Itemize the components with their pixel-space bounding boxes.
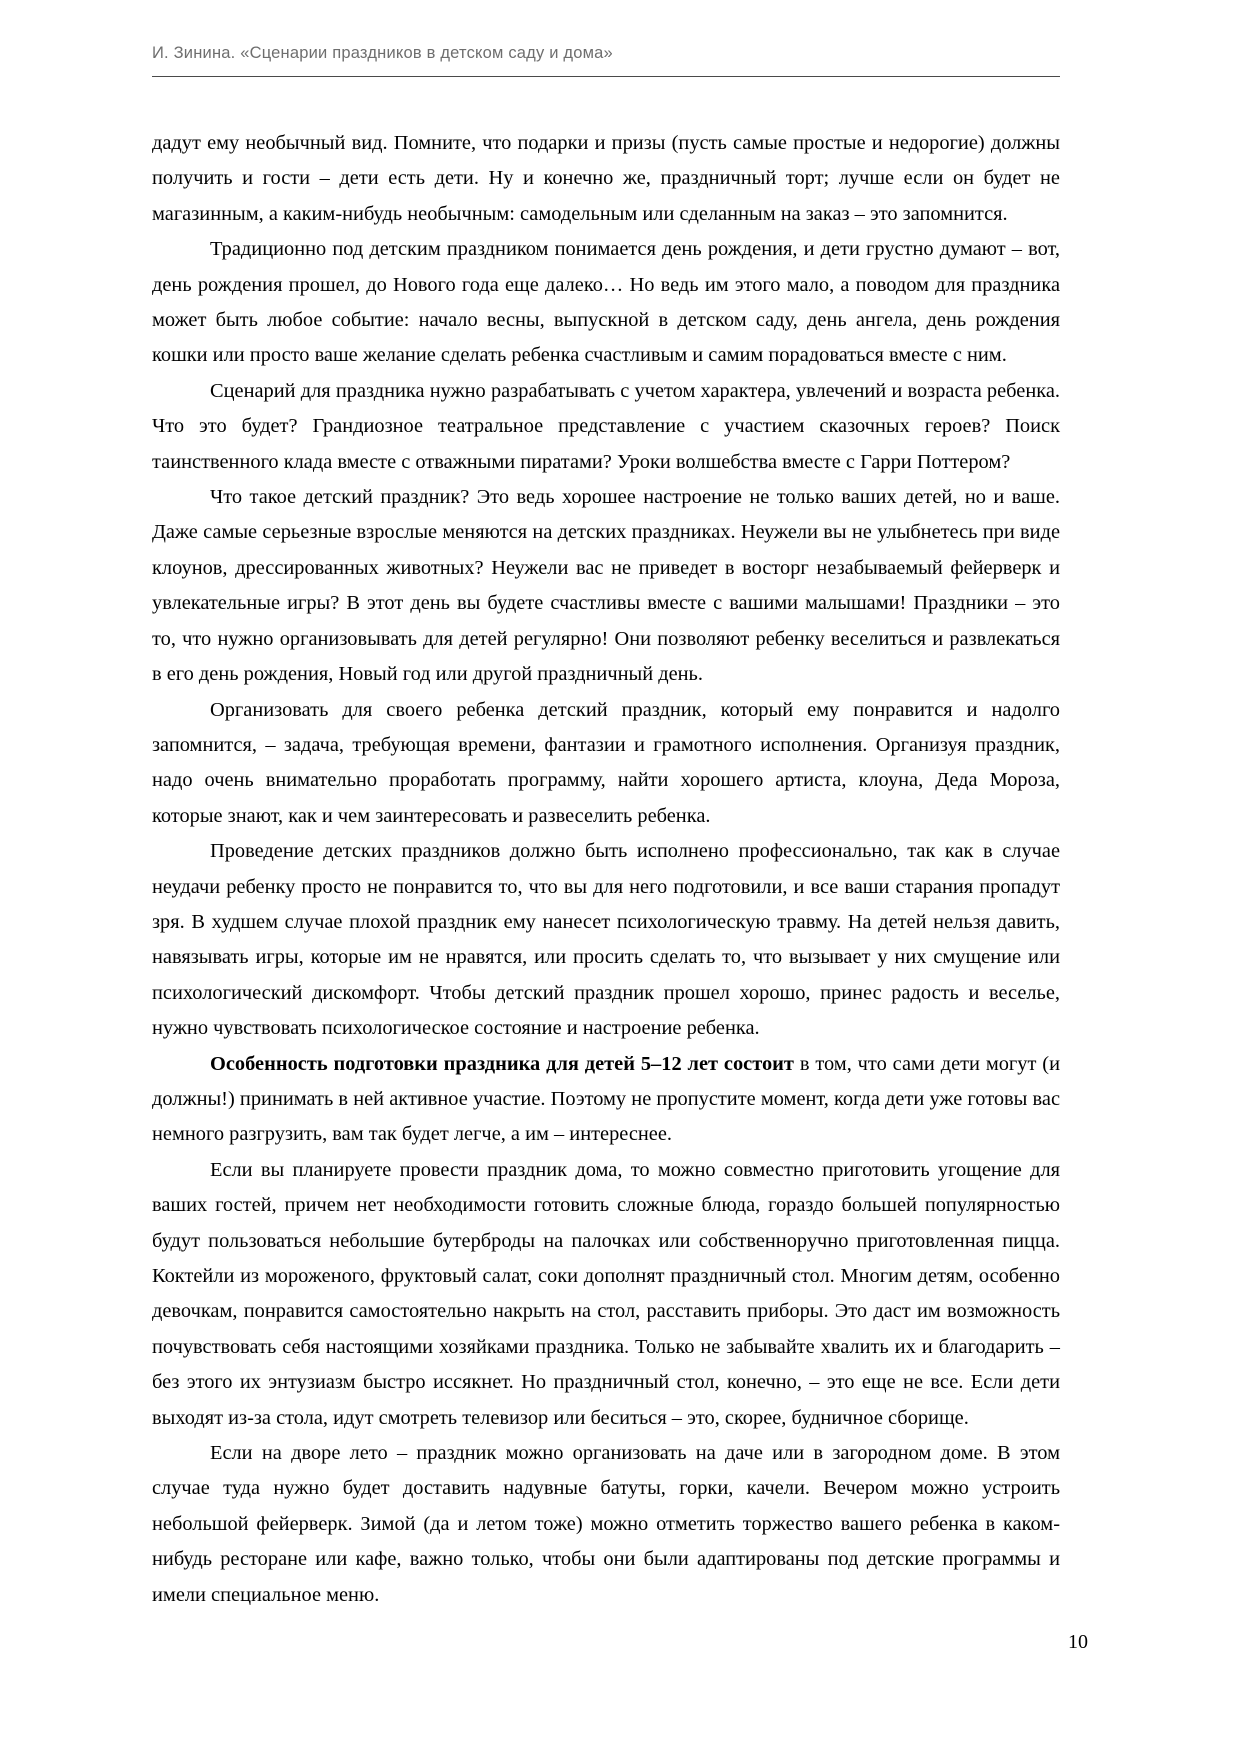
page-number: 10 bbox=[1068, 1631, 1088, 1653]
paragraph-7-bold-lead: Особенность подготовки праздника для детей 5–12 лет состоит bbox=[210, 1052, 794, 1075]
paragraph-1: дадут ему необычный вид. Помните, что подарки и призы (пусть самые простые и недорогие) должны получить и гости – дети есть дети. Ну и конечно же, праздничный торт; лучше если он будет не магазинным, а каким-нибудь необычным: самодельным или сделанным на заказ – это запомнится. bbox=[152, 132, 1060, 225]
paragraph-9: Если на дворе лето – праздник можно организовать на даче или в загородном доме. В этом случае туда нужно будет доставить надувные батуты, горки, качели. Вечером можно устроить небольшой фейерверк. Зимой (да и летом тоже) можно отметить торжество вашего ребенка в каком-нибудь ресторане или кафе, важно только, чтобы они были адаптированы под детские программы и имели специальное меню. bbox=[152, 1442, 1060, 1606]
body-text-block bbox=[152, 126, 1060, 1613]
running-head bbox=[152, 44, 1060, 64]
paragraph-6: Проведение детских праздников должно быть исполнено профессионально, так как в случае неудачи ребенку просто не понравится то, что вы для него подготовили, и все ваши старания пропадут зря. В худшем случае плохой праздник ему нанесет психологическую травму. На детей нельзя давить, навязывать игры, которые им не нравятся, или просить сделать то, что вызывает у них смущение или психологический дискомфорт. Чтобы детский праздник прошел хорошо, принес радость и веселье, нужно чувствовать психологическое состояние и настроение ребенка. bbox=[152, 840, 1060, 1040]
paragraph-2: Традиционно под детским праздником понимается день рождения, и дети грустно думают – вот, день рождения прошел, до Нового года еще далеко… Но ведь им этого мало, а поводом для праздника может быть любое событие: начало весны, выпускной в детском саду, день ангела, день рождения кошки или просто ваше желание сделать ребенка счастливым и самим порадоваться вместе с ним. bbox=[152, 238, 1060, 367]
paragraph-8: Если вы планируете провести праздник дома, то можно совместно приготовить угощение для ваших гостей, причем нет необходимости готовить сложные блюда, гораздо большей популярностью будут пользоваться небольшие бутерброды на палочках или собственноручно приготовленная пицца. Коктейли из мороженого, фруктовый салат, соки дополнят праздничный стол. Многим детям, особенно девочкам, понравится самостоятельно накрыть на стол, расставить приборы. Это даст им возможность почувствовать себя настоящими хозяйками праздника. Только не забывайте хвалить их и благодарить – без этого их энтузиазм быстро иссякнет. Но праздничный стол, конечно, – это еще не все. Если дети выходят из-за стола, идут смотреть телевизор или беситься – это, скорее, будничное сборище. bbox=[152, 1158, 1060, 1429]
running-head-divider bbox=[152, 76, 1060, 77]
paragraph-7 bbox=[152, 1047, 1060, 1153]
paragraph-7-text: в том, что сами дети могут (и должны!) принимать в ней активное участие. Поэтому не пропустите момент, когда дети уже готовы вас немного разгрузить, вам так будет легче, а им – интереснее. bbox=[152, 1052, 1060, 1146]
paragraph-4: Что такое детский праздник? Это ведь хорошее настроение не только ваших детей, но и ваше. Даже самые серьезные взрослые меняются на детских праздниках. Неужели вы не улыбнетесь при виде клоунов, дрессированных животных? Неужели вас не приведет в восторг незабываемый фейерверк и увлекательные игры? В этот день вы будете счастливы вместе с вашими малышами! Праздники – это то, что нужно организовывать для детей регулярно! Они позволяют ребенку веселиться и развлекаться в его день рождения, Новый год или другой праздничный день. bbox=[152, 486, 1060, 686]
paragraph-3: Сценарий для праздника нужно разрабатывать с учетом характера, увлечений и возраста ребенка. Что это будет? Грандиозное театральное представление с участием сказочных героев? Поиск таинственного клада вместе с отважными пиратами? Уроки волшебства вместе с Гарри Поттером? bbox=[152, 379, 1060, 473]
running-head-title: И. Зинина. «Сценарии праздников в детском саду и дома» bbox=[152, 44, 613, 62]
paragraph-5: Организовать для своего ребенка детский праздник, который ему понравится и надолго запомнится, – задача, требующая времени, фантазии и грамотного исполнения. Организуя праздник, надо очень внимательно проработать программу, найти хорошего артиста, клоуна, Деда Мороза, которые знают, как и чем заинтересовать и развеселить ребенка. bbox=[152, 698, 1060, 827]
